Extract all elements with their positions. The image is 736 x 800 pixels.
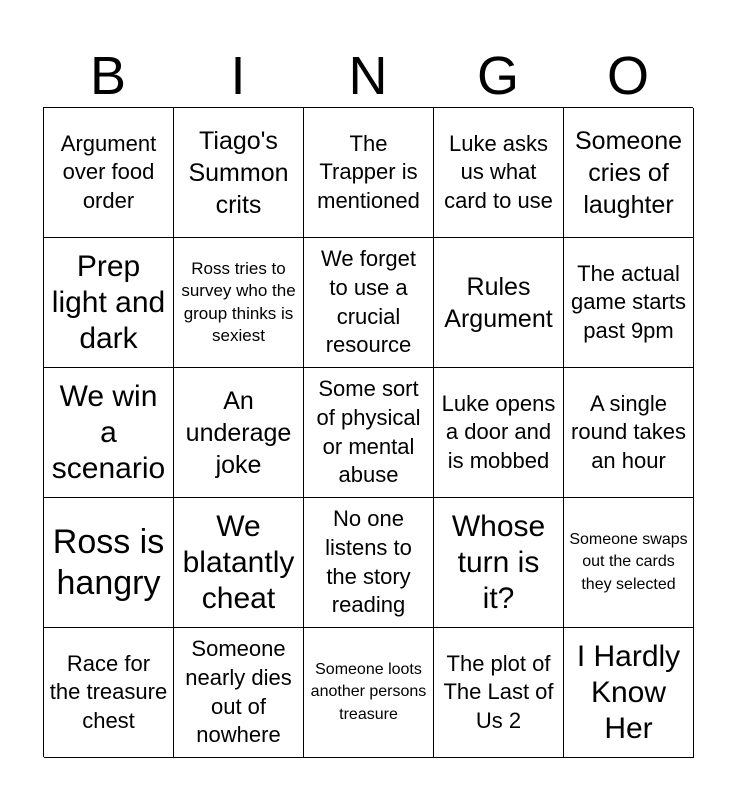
- cell-text: We forget to use a crucial resource: [321, 246, 416, 358]
- cell-text: Race for the treasure chest: [49, 650, 168, 733]
- bingo-cell-r4-c5[interactable]: [564, 498, 694, 628]
- bingo-cell-r3-c2[interactable]: [174, 368, 304, 498]
- cell-text: Whose turn is it?: [451, 509, 546, 615]
- cell-text: Some sort of physical or mental abuse: [316, 376, 421, 488]
- cell-text: We blatantly cheat: [182, 509, 295, 615]
- cell-text: Someone nearly dies out of nowhere: [185, 636, 292, 748]
- cell-text: Prep light and dark: [51, 249, 166, 355]
- cell-text: Ross tries to survey who the group thinks is sexiest: [181, 258, 296, 345]
- bingo-cell-r2-c4[interactable]: [434, 238, 564, 368]
- header-letter-o: O: [606, 46, 649, 106]
- bingo-cell-r4-c3[interactable]: [304, 498, 434, 628]
- cell-text: A single round takes an hour: [571, 390, 686, 473]
- cell-text: Rules Argument: [444, 272, 553, 333]
- header-letter-n: N: [348, 46, 388, 106]
- bingo-board: [43, 107, 693, 757]
- bingo-cell-r4-c4[interactable]: [434, 498, 564, 628]
- cell-text: Someone cries of laughter: [574, 126, 683, 219]
- cell-text: Tiago's Summon crits: [188, 126, 289, 219]
- cell-text: Luke asks us what card to use: [444, 130, 553, 213]
- bingo-header: [43, 45, 693, 107]
- bingo-cell-r2-c3[interactable]: [304, 238, 434, 368]
- bingo-cell-r5-c3[interactable]: [304, 628, 434, 758]
- bingo-cell-r5-c5[interactable]: [564, 628, 694, 758]
- cell-text: Ross is hangry: [52, 522, 165, 602]
- header-letter-g: G: [476, 46, 519, 106]
- bingo-cell-r1-c1[interactable]: [44, 108, 174, 238]
- bingo-cell-r1-c2[interactable]: [174, 108, 304, 238]
- bingo-cell-r3-c3[interactable]: [304, 368, 434, 498]
- bingo-cell-r1-c4[interactable]: [434, 108, 564, 238]
- cell-text: I Hardly Know Her: [576, 639, 681, 745]
- bingo-cell-r1-c5[interactable]: [564, 108, 694, 238]
- bingo-cell-r3-c1[interactable]: [44, 368, 174, 498]
- cell-text: No one listens to the story reading: [325, 506, 412, 618]
- cell-text: The Trapper is mentioned: [317, 130, 420, 213]
- bingo-cell-r2-c2[interactable]: [174, 238, 304, 368]
- bingo-cell-r5-c1[interactable]: [44, 628, 174, 758]
- cell-text: The plot of The Last of Us 2: [443, 650, 554, 733]
- bingo-cell-r2-c5[interactable]: [564, 238, 694, 368]
- bingo-cell-r3-c5[interactable]: [564, 368, 694, 498]
- cell-text: The actual game starts past 9pm: [571, 260, 686, 343]
- cell-text: We win a scenario: [51, 379, 166, 485]
- bingo-cell-r2-c1[interactable]: [44, 238, 174, 368]
- cell-text: Argument over food order: [60, 130, 157, 213]
- bingo-cell-r1-c3[interactable]: [304, 108, 434, 238]
- bingo-cell-r4-c1[interactable]: [44, 498, 174, 628]
- bingo-cell-r4-c2[interactable]: [174, 498, 304, 628]
- cell-text: Luke opens a door and is mobbed: [441, 390, 556, 473]
- header-letter-i: I: [230, 46, 246, 106]
- header-letter-b: B: [89, 46, 127, 106]
- cell-text: Someone loots another persons treasure: [310, 660, 427, 723]
- bingo-cell-r5-c2[interactable]: [174, 628, 304, 758]
- bingo-cell-r3-c4[interactable]: [434, 368, 564, 498]
- cell-text: Someone swaps out the cards they selected: [569, 530, 688, 593]
- bingo-cell-r5-c4[interactable]: [434, 628, 564, 758]
- cell-text: An underage joke: [185, 386, 292, 479]
